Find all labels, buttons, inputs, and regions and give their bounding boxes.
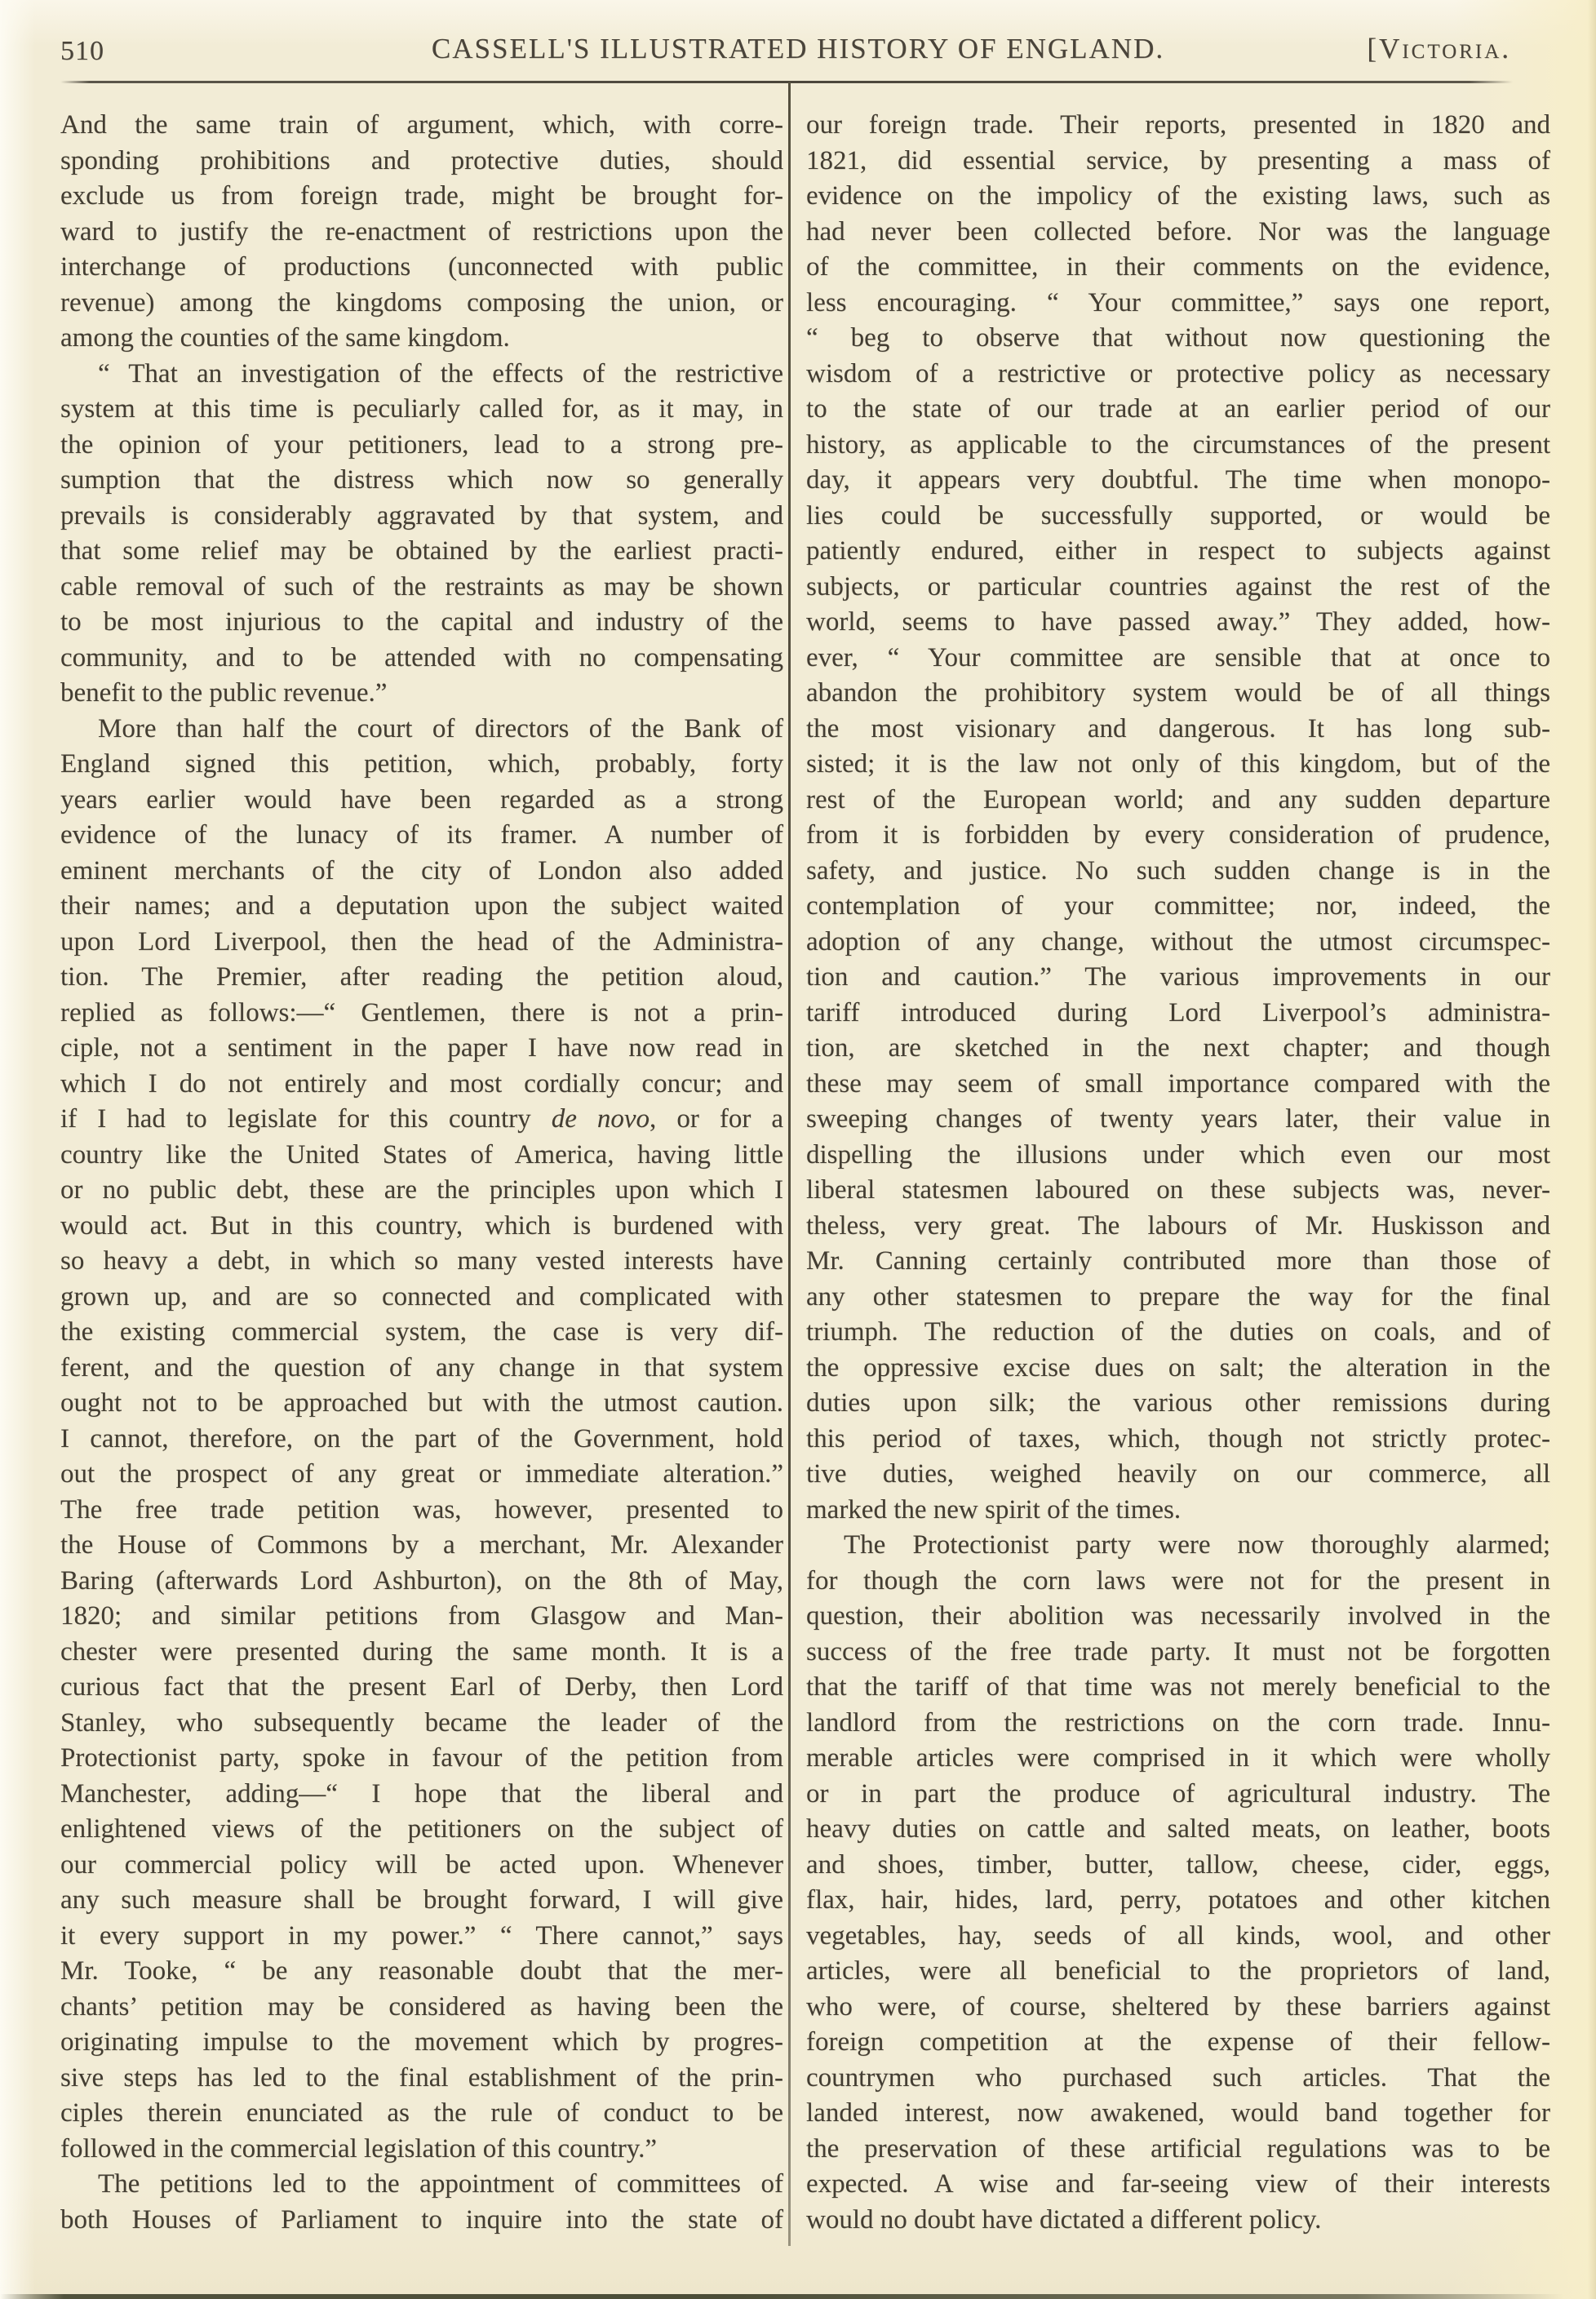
text-line: articles, were all beneficial to the proprietors of land, — [806, 1956, 1550, 1986]
text-line: Baring (afterwards Lord Ashburton), on the 8th of May, — [60, 1565, 783, 1596]
text-line: vegetables, hay, seeds of all kinds, wool, and other — [806, 1920, 1550, 1951]
text-line: enlightened views of the petitioners on the subject of — [60, 1814, 783, 1844]
text-line: abandon the prohibitory system would be of all things — [806, 678, 1550, 708]
text-line: lies could be successfully supported, or would be — [806, 500, 1550, 530]
text-line: patiently endured, either in respect to subjects against — [806, 536, 1550, 566]
text-line: expected. A wise and far-seeing view of their interests — [806, 2169, 1550, 2199]
text-line: the preservation of these artificial regulations was to be — [806, 2133, 1550, 2164]
text-line: out the prospect of any great or immediate alteration.” — [60, 1459, 783, 1489]
text-line: and shoes, timber, butter, tallow, cheese, cider, eggs, — [806, 1849, 1550, 1880]
text-line: rest of the European world; and any sudden departure — [806, 784, 1550, 814]
text-line: this period of taxes, which, though not strictly protec- — [806, 1423, 1550, 1454]
text-line: I cannot, therefore, on the part of the Government, hold — [60, 1423, 783, 1454]
text-line: had never been collected before. Nor was the language — [806, 216, 1550, 246]
text-line: ever, “ Your committee are sensible that at once to — [806, 642, 1550, 672]
text-line: ferent, and the question of any change in that system — [60, 1352, 783, 1383]
text-line: sumption that the distress which now so generally — [60, 465, 783, 495]
text-line: Stanley, who subsequently became the leader of the — [60, 1707, 783, 1738]
text-line: to the state of our trade at an earlier period of our — [806, 394, 1550, 424]
text-line: the existing commercial system, the case is very dif- — [60, 1317, 783, 1347]
text-line: day, it appears very doubtful. The time when monopo- — [806, 465, 1550, 495]
text-line: tion and caution.” The various improvements in our — [806, 962, 1550, 992]
text-line: triumph. The reduction of the duties on coals, and of — [806, 1317, 1550, 1347]
text-line: originating impulse to the movement which by progres- — [60, 2027, 783, 2057]
running-header — [0, 33, 1596, 72]
text-line: safety, and justice. No such sudden change is in the — [806, 855, 1550, 885]
text-line: years earlier would have been regarded as a strong — [60, 784, 783, 814]
text-line: if I had to legislate for this country de novo, or for a — [60, 1104, 784, 1134]
text-line: the House of Commons by a merchant, Mr. Alexander — [60, 1530, 783, 1560]
text-line: prevails is considerably aggravated by that system, and — [60, 500, 783, 530]
text-line: flax, hair, hides, lard, perry, potatoes and other kitchen — [806, 1885, 1550, 1915]
text-line: from it is forbidden by every consideration of prudence, — [806, 820, 1550, 850]
text-line: Protectionist party, spoke in favour of the petition from — [60, 1743, 783, 1773]
text-line: our commercial policy will be acted upon. Whenever — [60, 1849, 783, 1880]
text-line: revenue) among the kingdoms composing the union, or — [60, 287, 783, 317]
text-line: it every support in my power.” “ There cannot,” says — [60, 1920, 783, 1951]
text-line: would act. But in this country, which is burdened with — [60, 1210, 783, 1240]
text-line: which I do not entirely and most cordially concur; and — [60, 1068, 783, 1098]
text-line: 1821, did essential service, by presenting a mass of — [806, 145, 1550, 175]
text-line: among the counties of the same kingdom. — [60, 323, 510, 353]
page-number: 510 — [60, 36, 104, 66]
text-line: to be most injurious to the capital and industry of the — [60, 607, 783, 637]
text-line: less encouraging. “ Your committee,” says one report, — [806, 287, 1550, 317]
text-line: upon Lord Liverpool, then the head of the Administra- — [60, 926, 783, 956]
running-head-victoria: [Victoria. — [1367, 33, 1511, 64]
text-line: both Houses of Parliament to inquire into the state of — [60, 2204, 783, 2235]
text-line: Mr. Tooke, “ be any reasonable doubt that the mer- — [60, 1956, 783, 1986]
text-line: dispelling the illusions under which even our most — [806, 1139, 1550, 1169]
text-line: merable articles were comprised in it which were wholly — [806, 1743, 1550, 1773]
text-line: world, seems to have passed away.” They added, how- — [806, 607, 1550, 637]
text-line: these may seem of small importance compared with the — [806, 1068, 1550, 1098]
text-line: tion. The Premier, after reading the petition aloud, — [60, 962, 783, 992]
text-line: sponding prohibitions and protective duties, should — [60, 145, 783, 175]
text-line: ciples therein enunciated as the rule of conduct to be — [60, 2098, 783, 2128]
text-line: tive duties, weighed heavily on our commerce, all — [806, 1459, 1550, 1489]
text-line: who were, of course, sheltered by these barriers against — [806, 1991, 1550, 2022]
text-line: interchange of productions (unconnected with public — [60, 252, 783, 282]
text-line: grown up, and are so connected and complicated with — [60, 1281, 783, 1311]
text-line: wisdom of a restrictive or protective policy as necessary — [806, 358, 1550, 388]
text-line: theless, very great. The labours of Mr. Huskisson and — [806, 1210, 1550, 1240]
text-line: 1820; and similar petitions from Glasgow and Man- — [60, 1601, 783, 1631]
column-divider — [788, 82, 791, 2246]
text-line: countrymen who purchased such articles. That the — [806, 2062, 1550, 2093]
text-line: followed in the commercial legislation of this country.” — [60, 2133, 657, 2164]
text-line: that the tariff of that time was not merely beneficial to the — [806, 1672, 1550, 1702]
text-line: sweeping changes of twenty years later, their value in — [806, 1104, 1550, 1134]
text-line: tariff introduced during Lord Liverpool’s administra- — [806, 997, 1550, 1027]
text-line: landed interest, now awakened, would band together for — [806, 2098, 1550, 2128]
text-line: their names; and a deputation upon the subject waited — [60, 891, 783, 921]
scan-edge-bottom — [0, 2294, 1596, 2299]
text-line: replied as follows:—“ Gentlemen, there is not a prin- — [60, 997, 783, 1027]
text-line: Manchester, adding—“ I hope that the liberal and — [60, 1778, 783, 1809]
text-line: Mr. Canning certainly contributed more than those of — [806, 1246, 1550, 1276]
text-line: or no public debt, these are the principles upon which I — [60, 1175, 783, 1205]
text-line: history, as applicable to the circumstances of the present — [806, 429, 1550, 459]
text-line: ward to justify the re-enactment of restrictions upon the — [60, 216, 783, 246]
text-line: contemplation of your committee; nor, indeed, the — [806, 891, 1550, 921]
text-line: The free trade petition was, however, presented to — [60, 1494, 783, 1525]
text-line: sisted; it is the law not only of this kingdom, but of the — [806, 749, 1550, 779]
text-line: for though the corn laws were not for the present in — [806, 1565, 1550, 1596]
text-line: community, and to be attended with no compensating — [60, 642, 783, 672]
text-line: subjects, or particular countries against the rest of the — [806, 571, 1550, 601]
text-line: liberal statesmen laboured on these subjects was, never- — [806, 1175, 1550, 1205]
text-line: the most visionary and dangerous. It has long sub- — [806, 713, 1550, 743]
right-column — [806, 108, 1550, 2238]
text-line: or in part the produce of agricultural industry. The — [806, 1778, 1550, 1809]
text-line: our foreign trade. Their reports, presented in 1820 and — [806, 110, 1550, 140]
text-line: question, their abolition was necessarily involved in the — [806, 1601, 1550, 1631]
text-line: landlord from the restrictions on the corn trade. Innu- — [806, 1707, 1550, 1738]
text-line: curious fact that the present Earl of Derby, then Lord — [60, 1672, 783, 1702]
text-line: benefit to the public revenue.” — [60, 678, 388, 708]
text-line: success of the free trade party. It must not be forgotten — [806, 1636, 1550, 1667]
text-line: “ That an investigation of the effects of the restrictive — [98, 358, 783, 388]
text-line: any such measure shall be brought forward, I will give — [60, 1885, 783, 1915]
text-line: England signed this petition, which, probably, forty — [60, 749, 783, 779]
text-line: chester were presented during the same month. It is a — [60, 1636, 783, 1667]
text-line: marked the new spirit of the times. — [806, 1494, 1181, 1525]
text-line: More than half the court of directors of the Bank of — [98, 713, 783, 743]
text-line: any other statesmen to prepare the way for the final — [806, 1281, 1550, 1311]
text-line: country like the United States of America, having little — [60, 1139, 783, 1169]
text-line: heavy duties on cattle and salted meats, on leather, boots — [806, 1814, 1550, 1844]
text-line: evidence of the lunacy of its framer. A number of — [60, 820, 783, 850]
text-line: tion, are sketched in the next chapter; and though — [806, 1033, 1550, 1063]
header-rule — [60, 81, 1513, 83]
text-line: that some relief may be obtained by the earliest practi- — [60, 536, 783, 566]
text-line: “ beg to observe that without now questioning the — [806, 323, 1550, 353]
text-line: the oppressive excise dues on salt; the alteration in the — [806, 1352, 1550, 1383]
text-line: ciple, not a sentiment in the paper I have now read in — [60, 1033, 783, 1063]
text-line: eminent merchants of the city of London also added — [60, 855, 783, 885]
text-line: exclude us from foreign trade, might be brought for- — [60, 181, 783, 211]
page-title: CASSELL'S ILLUSTRATED HISTORY OF ENGLAND. — [431, 33, 1165, 64]
text-line: duties upon silk; the various other remissions during — [806, 1388, 1550, 1418]
text-line: And the same train of argument, which, with corre- — [60, 110, 783, 140]
scan-edge-right — [1588, 0, 1596, 2299]
text-line: foreign competition at the expense of their fellow- — [806, 2027, 1550, 2057]
text-line: adoption of any change, without the utmost circumspec- — [806, 926, 1550, 956]
text-line: The petitions led to the appointment of committees of — [98, 2169, 783, 2199]
text-line: system at this time is peculiarly called for, as it may, in — [60, 394, 783, 424]
text-line: chants’ petition may be considered as having been the — [60, 1991, 783, 2022]
text-line: of the committee, in their comments on the evidence, — [806, 252, 1550, 282]
text-line: cable removal of such of the restraints as may be shown — [60, 571, 783, 601]
text-line: ought not to be approached but with the utmost caution. — [60, 1388, 783, 1418]
text-line: the opinion of your petitioners, lead to a strong pre- — [60, 429, 783, 459]
text-line: so heavy a debt, in which so many vested interests have — [60, 1246, 783, 1276]
text-line: The Protectionist party were now thoroughly alarmed; — [844, 1530, 1550, 1560]
left-column — [60, 108, 783, 2238]
text-line: would no doubt have dictated a different policy. — [806, 2204, 1322, 2235]
text-line: sive steps has led to the final establishment of the prin- — [60, 2062, 783, 2093]
text-line: evidence on the impolicy of the existing laws, such as — [806, 181, 1550, 211]
